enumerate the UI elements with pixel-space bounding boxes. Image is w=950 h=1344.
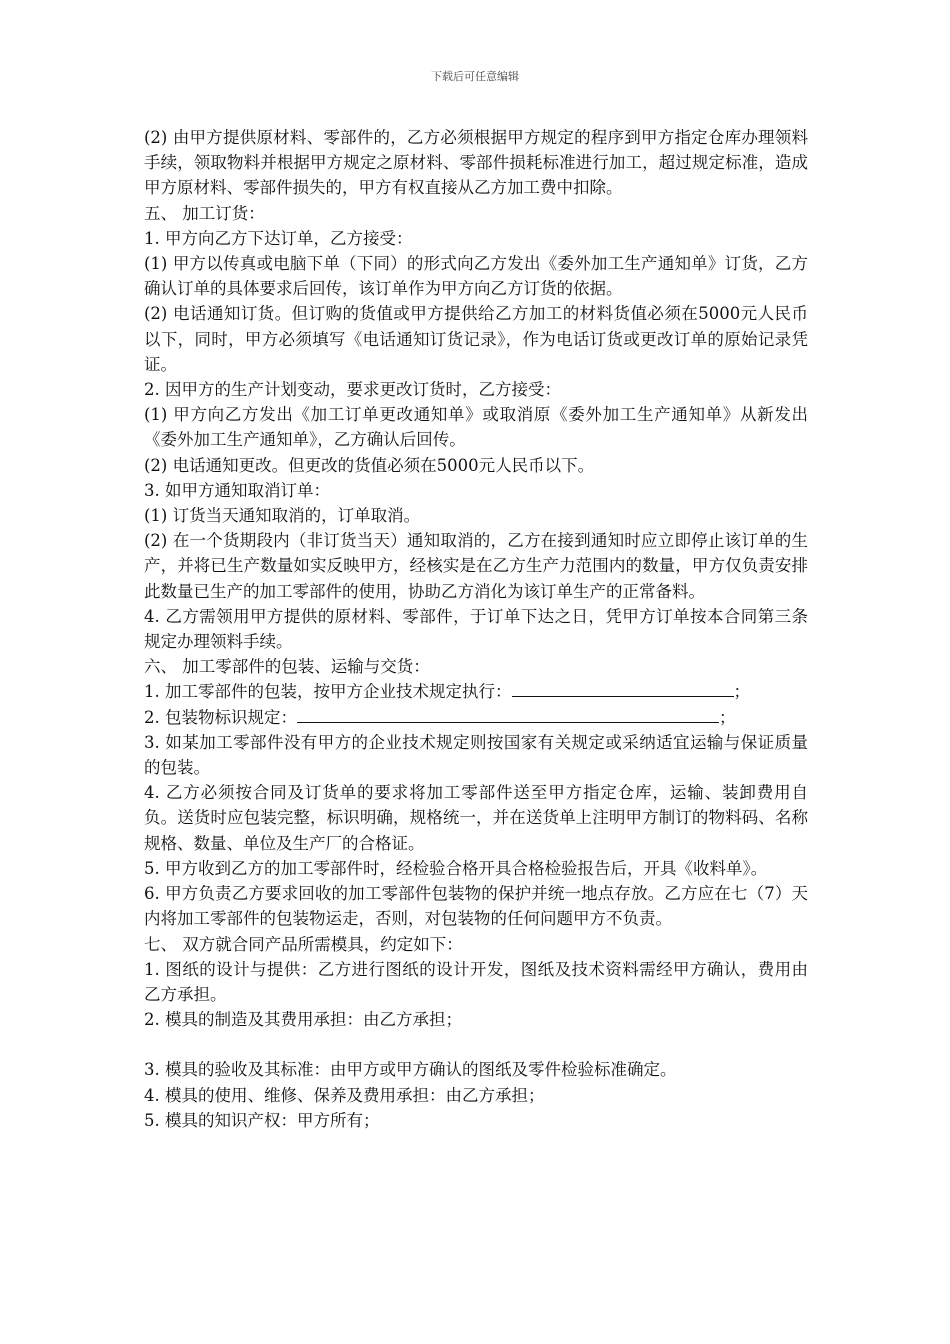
blank-underline: [297, 707, 719, 723]
fill-line-label-rules: [144, 705, 808, 730]
paragraph: (1) 甲方向乙方发出《加工订单更改通知单》或取消原《委外加工生产通知单》从新发出《委外加工生产通知单》，乙方确认后回传。: [144, 405, 808, 450]
paragraph: 2. 因甲方的生产计划变动，要求更改订货时，乙方接受：: [144, 380, 561, 400]
section-heading: 七、 双方就合同产品所需模具，约定如下：: [144, 934, 463, 954]
fill-line-label: 1. 加工零部件的包装，按甲方企业技术规定执行：: [144, 682, 512, 702]
paragraph: 3. 如甲方通知取消订单：: [144, 480, 330, 500]
fill-line-label: 2. 包装物标识规定：: [144, 707, 297, 727]
blank-line: [144, 1032, 808, 1057]
paragraph: 3. 模具的验收及其标准：由甲方或甲方确认的图纸及零件检验标准确定。: [144, 1060, 677, 1080]
paragraph: 4. 乙方必须按合同及订货单的要求将加工零部件送至甲方指定仓库，运输、装卸费用自负。送货时应包装完整，标识明确，规格统一，并在送货单上注明甲方制订的物料码、名称规格、数量、单位及生产厂的合格证。: [144, 783, 808, 853]
paragraph: (2) 电话通知订货。但订购的货值或甲方提供给乙方加工的材料货值必须在5000元人民币以下，同时，甲方必须填写《电话通知订货记录》，作为电话订货或更改订单的原始记录凭证。: [144, 304, 808, 374]
header-note: 下载后可任意编辑: [431, 70, 519, 83]
paragraph: 3. 如某加工零部件没有甲方的企业技术规定则按国家有关规定或采纳适宜运输与保证质量的包装。: [144, 732, 808, 778]
paragraph: (2) 由甲方提供原材料、零部件的，乙方必须根据甲方规定的程序到甲方指定仓库办理领料手续，领取物料并根据甲方规定之原材料、零部件损耗标准进行加工，超过规定标准，造成甲方原材料、零部件损失的，甲方有权直接从乙方加工费中扣除。: [144, 128, 808, 198]
paragraph: 1. 甲方向乙方下达订单，乙方接受：: [144, 228, 413, 248]
paragraph: (1) 甲方以传真或电脑下单（下同）的形式向乙方发出《委外加工生产通知单》订货，乙方确认订单的具体要求后回传，该订单作为甲方向乙方订货的依据。: [144, 254, 808, 299]
paragraph: (2) 在一个货期段内（非订货当天）通知取消的，乙方在接到通知时应立即停止该订单的生产，并将已生产数量如实反映甲方，经核实是在乙方生产力范围内的数量，甲方仅负责安排此数量已生产的加工零部件的使用，协助乙方消化为该订单生产的正常备料。: [144, 531, 808, 601]
paragraph: (2) 电话通知更改。但更改的货值必须在5000元人民币以下。: [144, 455, 595, 475]
paragraph: (1) 订货当天通知取消的，订单取消。: [144, 506, 421, 526]
paragraph: 5. 甲方收到乙方的加工零部件时，经检验合格开具合格检验报告后，开具《收料单》。: [144, 858, 768, 878]
fill-line-packaging: [144, 679, 808, 704]
contract-body: [144, 125, 808, 1133]
paragraph: 2. 模具的制造及其费用承担：由乙方承担；: [144, 1010, 462, 1030]
paragraph: 6. 甲方负责乙方要求回收的加工零部件包装物的保护并统一地点存放。乙方应在七（7）天内将加工零部件的包装物运走，否则，对包装物的任何问题甲方不负责。: [144, 884, 808, 929]
section-heading: 六、 加工零部件的包装、运输与交货：: [144, 657, 430, 677]
paragraph: 1. 图纸的设计与提供：乙方进行图纸的设计开发，图纸及技术资料需经甲方确认，费用由乙方承担。: [144, 959, 808, 1004]
paragraph: 4. 模具的使用、维修、保养及费用承担：由乙方承担；: [144, 1085, 545, 1105]
section-heading: 五、 加工订货：: [144, 203, 265, 223]
paragraph: 5. 模具的知识产权：甲方所有；: [144, 1110, 380, 1130]
fill-line-end: ；: [733, 682, 750, 702]
blank-underline: [512, 681, 734, 697]
paragraph: 4. 乙方需领用甲方提供的原材料、零部件，于订单下达之日，凭甲方订单按本合同第三条规定办理领料手续。: [144, 606, 808, 652]
fill-line-end: ；: [719, 707, 736, 727]
